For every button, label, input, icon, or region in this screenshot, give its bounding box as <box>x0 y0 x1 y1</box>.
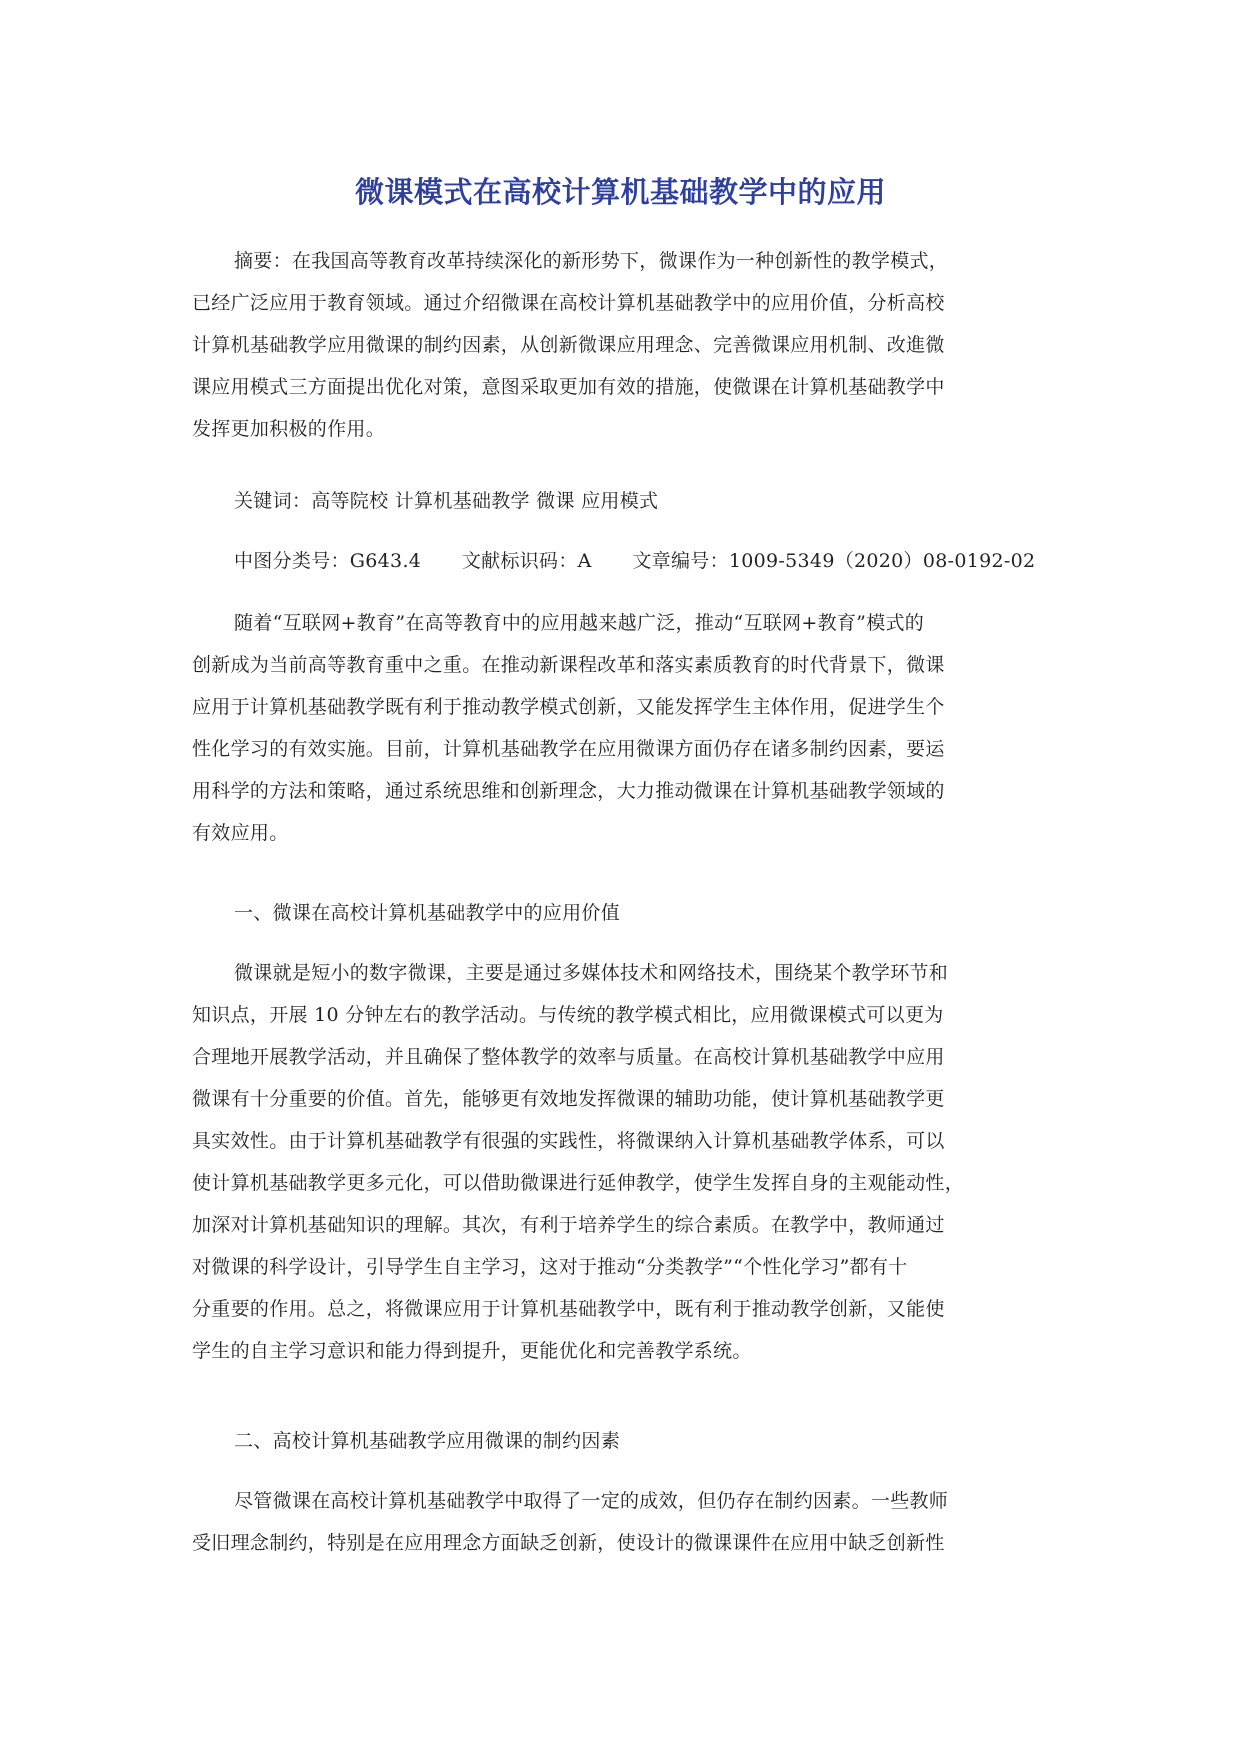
paragraph-line: 应用于计算机基础教学既有利于推动教学模式创新，又能发挥学生主体作用，促进学生个 <box>192 696 945 718</box>
paragraph-line: 性化学习的有效实施。目前，计算机基础教学在应用微课方面仍存在诸多制约因素，要运 <box>192 738 945 760</box>
paragraph-line: 微课有十分重要的价值。首先，能够更有效地发挥微课的辅助功能，使计算机基础教学更 <box>192 1088 945 1110</box>
keywords-block <box>192 480 1050 522</box>
abstract-line: 摘要：在我国高等教育改革持续深化的新形势下，微课作为一种创新性的教学模式， <box>234 250 949 272</box>
paragraph-line: 具实效性。由于计算机基础教学有很强的实践性，将微课纳入计算机基础教学体系，可以 <box>192 1130 945 1152</box>
intro-paragraph <box>192 602 1050 854</box>
paragraph-line: 受旧理念制约，特别是在应用理念方面缺乏创新，使设计的微课课件在应用中缺乏创新性 <box>192 1532 945 1554</box>
abstract-line: 发挥更加积极的作用。 <box>192 418 386 440</box>
article-number: 文章编号：1009-5349（2020）08-0192-02 <box>632 550 1036 572</box>
paragraph-line: 尽管微课在高校计算机基础教学中取得了一定的成效，但仍存在制约因素。一些教师 <box>234 1490 949 1512</box>
article-meta <box>192 540 1050 582</box>
paragraph-line: 用科学的方法和策略，通过系统思维和创新理念，大力推动微课在计算机基础教学领域的 <box>192 780 945 802</box>
abstract-line: 已经广泛应用于教育领域。通过介绍微课在高校计算机基础教学中的应用价值，分析高校 <box>192 292 945 314</box>
article-title: 微课模式在高校计算机基础教学中的应用 <box>354 175 886 209</box>
section-heading: 二、高校计算机基础教学应用微课的制约因素 <box>234 1430 621 1452</box>
paragraph-line: 有效应用。 <box>192 822 289 844</box>
section-2 <box>192 1420 1050 1462</box>
paragraph-line: 分重要的作用。总之，将微课应用于计算机基础教学中，既有利于推动教学创新，又能使 <box>192 1298 945 1320</box>
paragraph-line: 加深对计算机基础知识的理解。其次，有利于培养学生的综合素质。在教学中，教师通过 <box>192 1214 945 1236</box>
paragraph-line: 使计算机基础教学更多元化，可以借助微课进行延伸教学，使学生发挥自身的主观能动性， <box>192 1172 965 1194</box>
section-heading: 一、微课在高校计算机基础教学中的应用价值 <box>234 902 621 924</box>
paragraph-line: 知识点，开展 10 分钟左右的教学活动。与传统的教学模式相比，应用微课模式可以更为 <box>192 1004 944 1026</box>
classification-number: 中图分类号：G643.4 <box>234 550 422 572</box>
paragraph-line: 微课就是短小的数字微课，主要是通过多媒体技术和网络技术，围绕某个教学环节和 <box>234 962 949 984</box>
paragraph-line: 随着“互联网+教育”在高等教育中的应用越来越广泛，推动“互联网+教育”模式的 <box>234 612 925 634</box>
paragraph-line: 对微课的科学设计，引导学生自主学习，这对于推动“分类教学”“个性化学习”都有十 <box>192 1256 908 1278</box>
document-code: 文献标识码：A <box>461 550 592 572</box>
abstract-line: 计算机基础教学应用微课的制约因素，从创新微课应用理念、完善微课应用机制、改進微 <box>192 334 945 356</box>
keywords: 关键词：高等院校 计算机基础教学 微课 应用模式 <box>234 490 659 512</box>
paragraph-line: 学生的自主学习意识和能力得到提升，更能优化和完善教学系统。 <box>192 1340 752 1362</box>
section-1-paragraph <box>192 952 1050 1372</box>
abstract <box>192 240 1050 450</box>
abstract-line: 课应用模式三方面提出优化对策，意图采取更加有效的措施，使微课在计算机基础教学中 <box>192 376 945 398</box>
paragraph-line: 创新成为当前高等教育重中之重。在推动新课程改革和落实素质教育的时代背景下，微课 <box>192 654 945 676</box>
paragraph-line: 合理地开展教学活动，并且确保了整体教学的效率与质量。在高校计算机基础教学中应用 <box>192 1046 945 1068</box>
section-1 <box>192 892 1050 934</box>
section-2-paragraph <box>192 1480 1050 1564</box>
